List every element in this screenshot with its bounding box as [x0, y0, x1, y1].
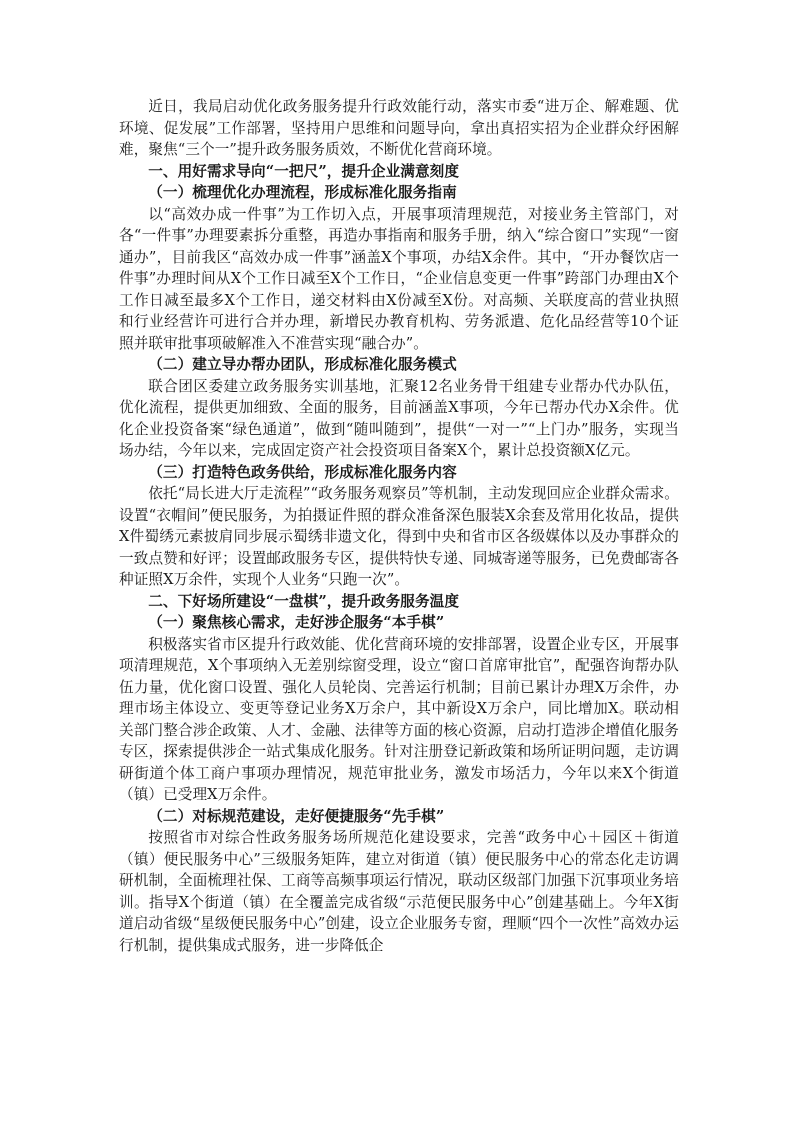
subsection-1-3-paragraph: 依托“局长进大厅走流程”“政务服务观察员”等机制，主动发现回应企业群众需求。设置“衣帽间”便民服务，为拍摄证件照的群众准备深色服装X余套及常用化妆品，提供X件蜀绣元素披肩同步展示蜀绣非遗文化，得到中央和省市区各级媒体以及办事群众的一致点赞和好评；设置邮政服务专区，提供特快专递、同城寄递等服务，已免费邮寄各种证照X万余件，实现个人业务“只跑一次”。	[119, 485, 679, 588]
subsection-1-2-paragraph: 联合团区委建立政务服务实训基地，汇聚12名业务骨干组建专业帮办代办队伍，优化流程，提供更加细致、全面的服务，目前涵盖X事项，今年已帮办代办X余件。优化企业投资备案“绿色通道”，做到“随叫随到”，提供“一对一”“上门办”服务，实现当场办结，今年以来，完成固定资产社会投资项目备案X个，累计总投资额X亿元。	[119, 377, 679, 459]
subsection-2-1-paragraph: 积极落实省市区提升行政效能、优化营商环境的安排部署，设置企业专区，开展事项清理规范，X个事项纳入无差别综窗受理，设立“窗口首席审批官”，配强咨询帮办队伍力量，优化窗口设置、强化人员轮岗、完善运行机制；目前已累计办理X万余件，办理市场主体设立、变更等登记业务X万余户，其中新设X万余户，同比增加X。联动相关部门整合涉企政策、人才、金融、法律等方面的核心资源，启动打造涉企增值化服务专区，探索提供涉企一站式集成化服务。针对注册登记新政策和场所证明问题，走访调研街道个体工商户事项办理情况，规范审批业务，激发市场活力，今年以来X个街道（镇）已受理X万余件。	[119, 635, 679, 803]
subsection-1-2-heading: （二）建立导办帮办团队，形成标准化服务模式	[148, 356, 457, 373]
subsection-2-2-paragraph: 按照省市对综合性政务服务场所规范化建设要求，完善“政务中心＋园区＋街道（镇）便民服务中心”三级服务矩阵，建立对街道（镇）便民服务中心的常态化走访调研机制，全面梳理社保、工商等高频事项运行情况，联动区级部门加强下沉事项业务培训。指导X个街道（镇）在全覆盖完成省级“示范便民服务中心”创建基础上。今年X街道启动省级“星级便民服务中心”创建，设立企业服务专窗，理顺“四个一次性”高效办运行机制，提供集成式服务，进一步降低企	[119, 829, 679, 954]
subsection-2-2-heading: （二）对标规范建设，走好便捷服务“先手棋”	[148, 807, 445, 825]
subsection-1-3-heading: （三）打造特色政务供给，形成标准化服务内容	[148, 463, 457, 481]
document-page	[119, 96, 679, 956]
subsection-1-1-heading: （一）梳理优化办理流程，形成标准化服务指南	[148, 184, 457, 201]
section-2-heading: 二、下好场所建设“一盘棋”，提升政务服务温度	[148, 592, 460, 610]
subsection-1-1-paragraph: 以“高效办成一件事”为工作切入点，开展事项清理规范，对接业务主管部门，对各“一件事”办理要素拆分重整，再造办事指南和服务手册，纳入“综合窗口”实现“一窗通办”，目前我区“高效办成一件事”涵盖X个事项，办结X余件。其中，“开办餐饮店一件事”办理时间从X个工作日减至X个工作日，“企业信息变更一件事”跨部门办理由X个工作日减至最多X个工作日，递交材料由X份减至X份。对高频、关联度高的营业执照和行业经营许可进行合并办理，新增民办教育机构、劳务派遣、危化品经营等10个证照并联审批事项破解准入不准营实现“融合办”。	[119, 205, 679, 352]
intro-paragraph: 近日，我局启动优化政务服务提升行政效能行动，落实市委“进万企、解难题、优环境、促发展”工作部署，坚持用户思维和问题导向，拿出真招实招为企业群众纾困解难，聚焦“三个一”提升政务服务质效，不断优化营商环境。	[119, 98, 679, 158]
section-1-heading: 一、用好需求导向“一把尺”，提升企业满意刻度	[148, 162, 460, 180]
subsection-2-1-heading: （一）聚焦核心需求，走好涉企服务“本手棋”	[148, 614, 445, 631]
